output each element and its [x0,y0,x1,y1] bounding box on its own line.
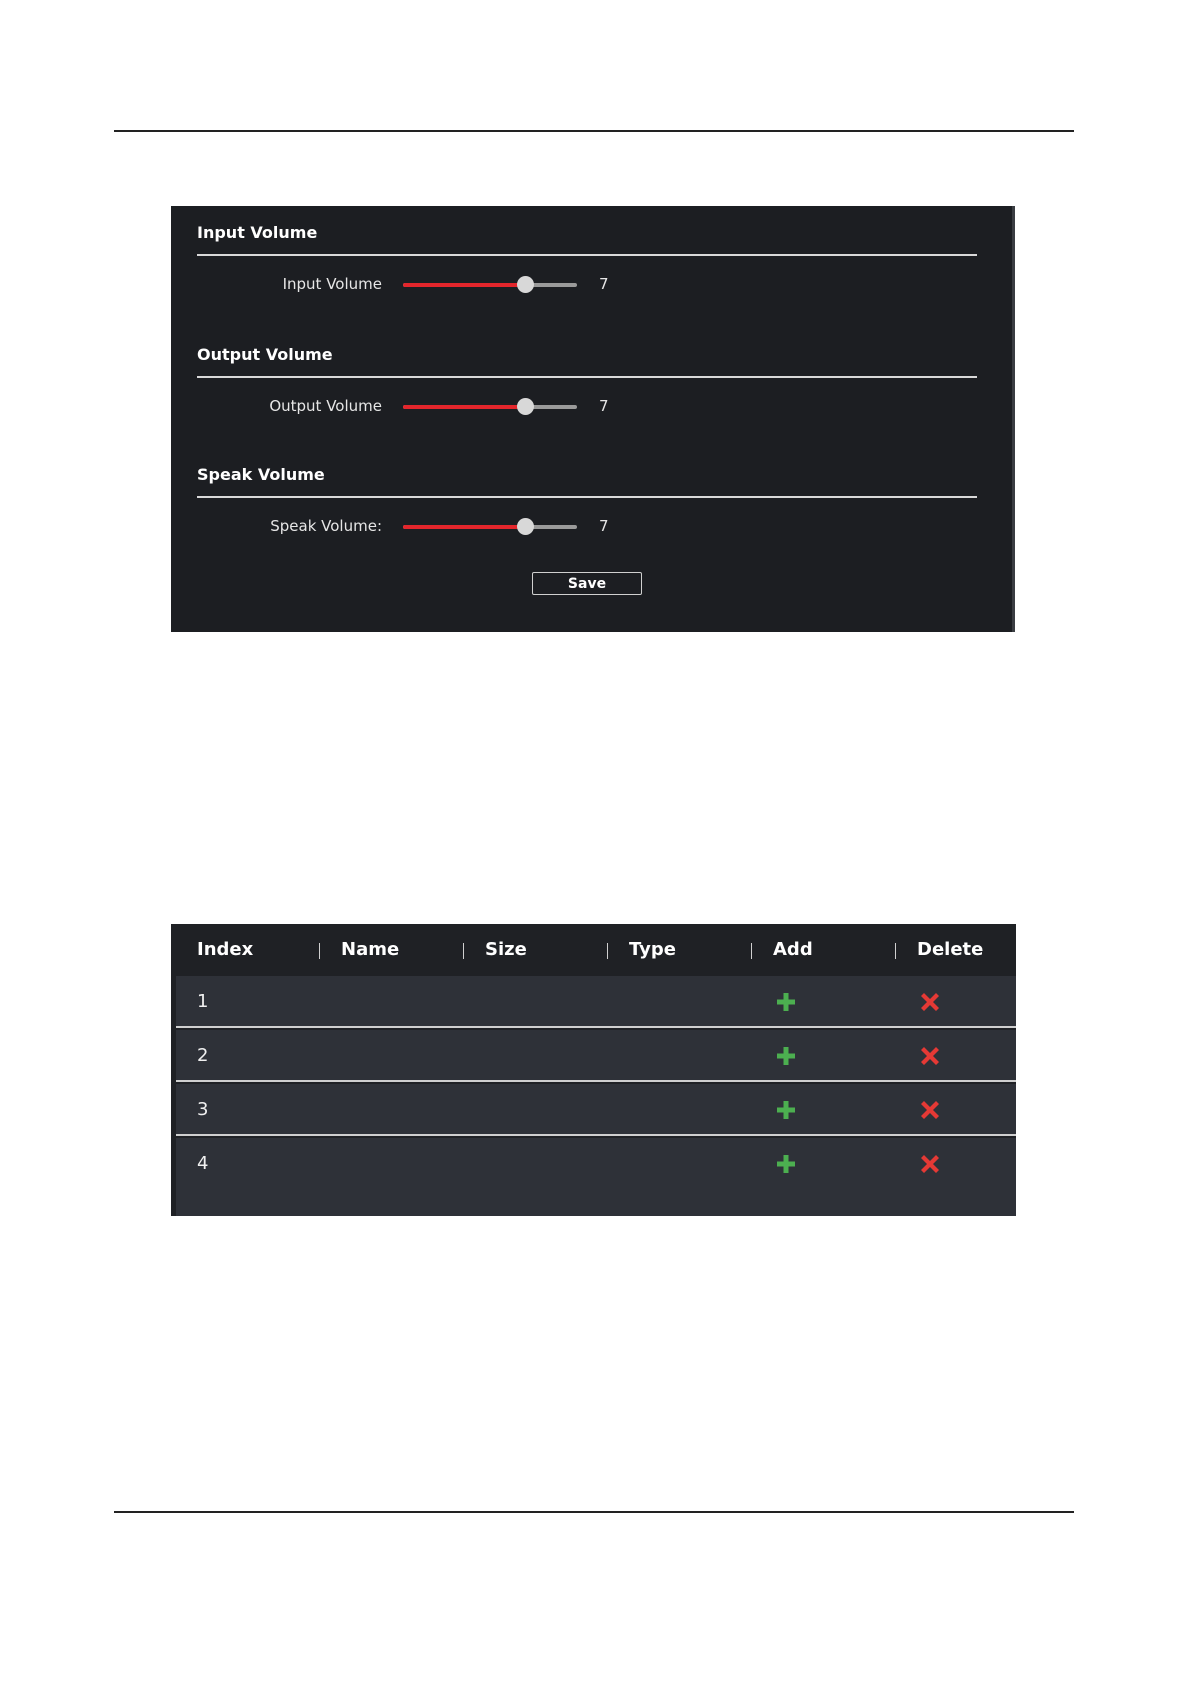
slider-handle[interactable] [517,398,534,415]
input-volume-slider[interactable] [403,283,577,287]
plus-icon[interactable] [777,1047,795,1065]
table-header [171,924,1016,976]
output-volume-value: 7 [599,397,609,415]
section-title: Speak Volume [197,460,977,498]
output-volume-section [197,340,977,422]
page-footer-rule [114,1511,1074,1513]
row-index: 4 [197,1153,209,1174]
close-icon[interactable] [921,1155,939,1173]
row-index: 2 [197,1045,209,1066]
input-volume-row [197,270,977,300]
output-volume-row [197,392,977,422]
output-volume-label: Output Volume [269,397,382,415]
speak-volume-section [197,460,977,542]
close-icon[interactable] [921,993,939,1011]
column-divider[interactable] [319,943,320,959]
plus-icon[interactable] [777,1101,795,1119]
slider-fill [403,525,525,529]
row-index: 1 [197,991,209,1012]
volume-settings-panel [171,206,1015,632]
column-divider[interactable] [751,943,752,959]
close-icon[interactable] [921,1047,939,1065]
column-header-name[interactable]: Name [341,939,400,960]
speak-volume-row [197,512,977,542]
column-header-type[interactable]: Type [629,939,676,960]
table-row [176,1084,1016,1136]
save-button[interactable]: Save [532,572,642,595]
column-header-add[interactable]: Add [773,939,813,960]
column-header-size[interactable]: Size [485,939,527,960]
table-row [176,1030,1016,1082]
column-header-index[interactable]: Index [197,939,254,960]
speak-volume-slider[interactable] [403,525,577,529]
slider-handle[interactable] [517,276,534,293]
plus-icon[interactable] [777,993,795,1011]
table-row [176,976,1016,1028]
slider-fill [403,405,525,409]
row-index: 3 [197,1099,209,1120]
table-footer [176,1188,1016,1216]
column-divider[interactable] [607,943,608,959]
speak-volume-value: 7 [599,517,609,535]
slider-handle[interactable] [517,518,534,535]
audio-file-table [171,924,1016,1216]
output-volume-slider[interactable] [403,405,577,409]
table-row [176,1138,1016,1190]
input-volume-value: 7 [599,275,609,293]
input-volume-section [197,218,977,300]
plus-icon[interactable] [777,1155,795,1173]
close-icon[interactable] [921,1101,939,1119]
section-title: Input Volume [197,218,977,256]
column-header-delete[interactable]: Delete [917,939,984,960]
column-divider[interactable] [463,943,464,959]
page-header-rule [114,130,1074,132]
column-divider[interactable] [895,943,896,959]
input-volume-label: Input Volume [282,275,382,293]
section-title: Output Volume [197,340,977,378]
slider-fill [403,283,525,287]
speak-volume-label: Speak Volume: [270,517,382,535]
